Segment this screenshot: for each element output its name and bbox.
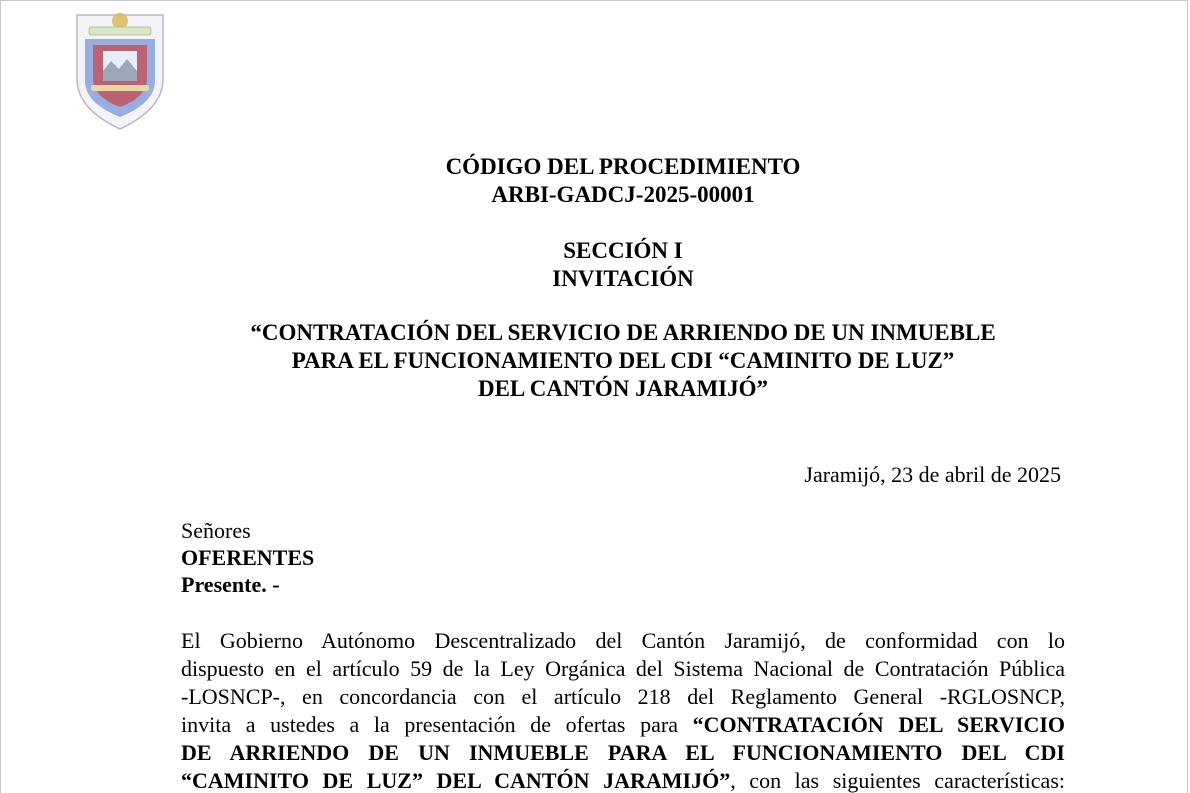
paragraph-line <box>181 767 1065 793</box>
paragraph-text: invita a ustedes a la presentación de ofertas para <box>181 712 693 737</box>
procedure-code-label: CÓDIGO DEL PROCEDIMIENTO <box>445 154 801 179</box>
subject-line-3: DEL CANTÓN JARAMIJÓ” <box>477 376 769 401</box>
section-title: INVITACIÓN <box>552 266 694 291</box>
document-date: Jaramijó, 23 de abril de 2025 <box>804 462 1061 487</box>
paragraph-line: El Gobierno Autónomo Descentralizado del Cantón Jaramijó, de conformidad con lo <box>181 628 1065 653</box>
paragraph-text: , con las siguientes características: <box>730 768 1065 793</box>
paragraph-bold-text: “CONTRATACIÓN DEL SERVICIO <box>692 712 1066 737</box>
paragraph-line: -LOSNCP-, en concordancia con el artículo 218 del Reglamento General -RGLOSNCP, <box>181 684 1065 709</box>
greeting-salutation: Señores <box>181 518 251 543</box>
section-heading <box>181 237 1065 293</box>
paragraph-line <box>181 711 1065 739</box>
paragraph-bold-text: DE ARRIENDO DE UN INMUEBLE PARA EL FUNCIONAMIENTO DEL CDI <box>181 740 1065 765</box>
paragraph-line: dispuesto en el artículo 59 de la Ley Orgánica del Sistema Nacional de Contratación Pública <box>181 656 1065 681</box>
subject-line-2: PARA EL FUNCIONAMIENTO DEL CDI “CAMINITO DE LUZ” <box>291 348 955 373</box>
subject-line-1: “CONTRATACIÓN DEL SERVICIO DE ARRIENDO DE UN INMUEBLE <box>250 320 996 345</box>
procedure-code-value: ARBI-GADCJ-2025-00001 <box>491 182 755 207</box>
procedure-code-block <box>181 153 1065 209</box>
paragraph-line <box>181 739 1065 767</box>
greeting-closing: Presente. - <box>181 572 280 597</box>
subject-title <box>181 319 1065 403</box>
greeting-block <box>181 517 314 598</box>
invitation-paragraph <box>181 627 1065 793</box>
municipal-seal-icon <box>71 5 169 131</box>
greeting-recipient: OFERENTES <box>181 545 315 570</box>
paragraph-bold-text: “CAMINITO DE LUZ” DEL CANTÓN JARAMIJÓ” <box>181 768 731 793</box>
section-number: SECCIÓN I <box>563 238 683 263</box>
